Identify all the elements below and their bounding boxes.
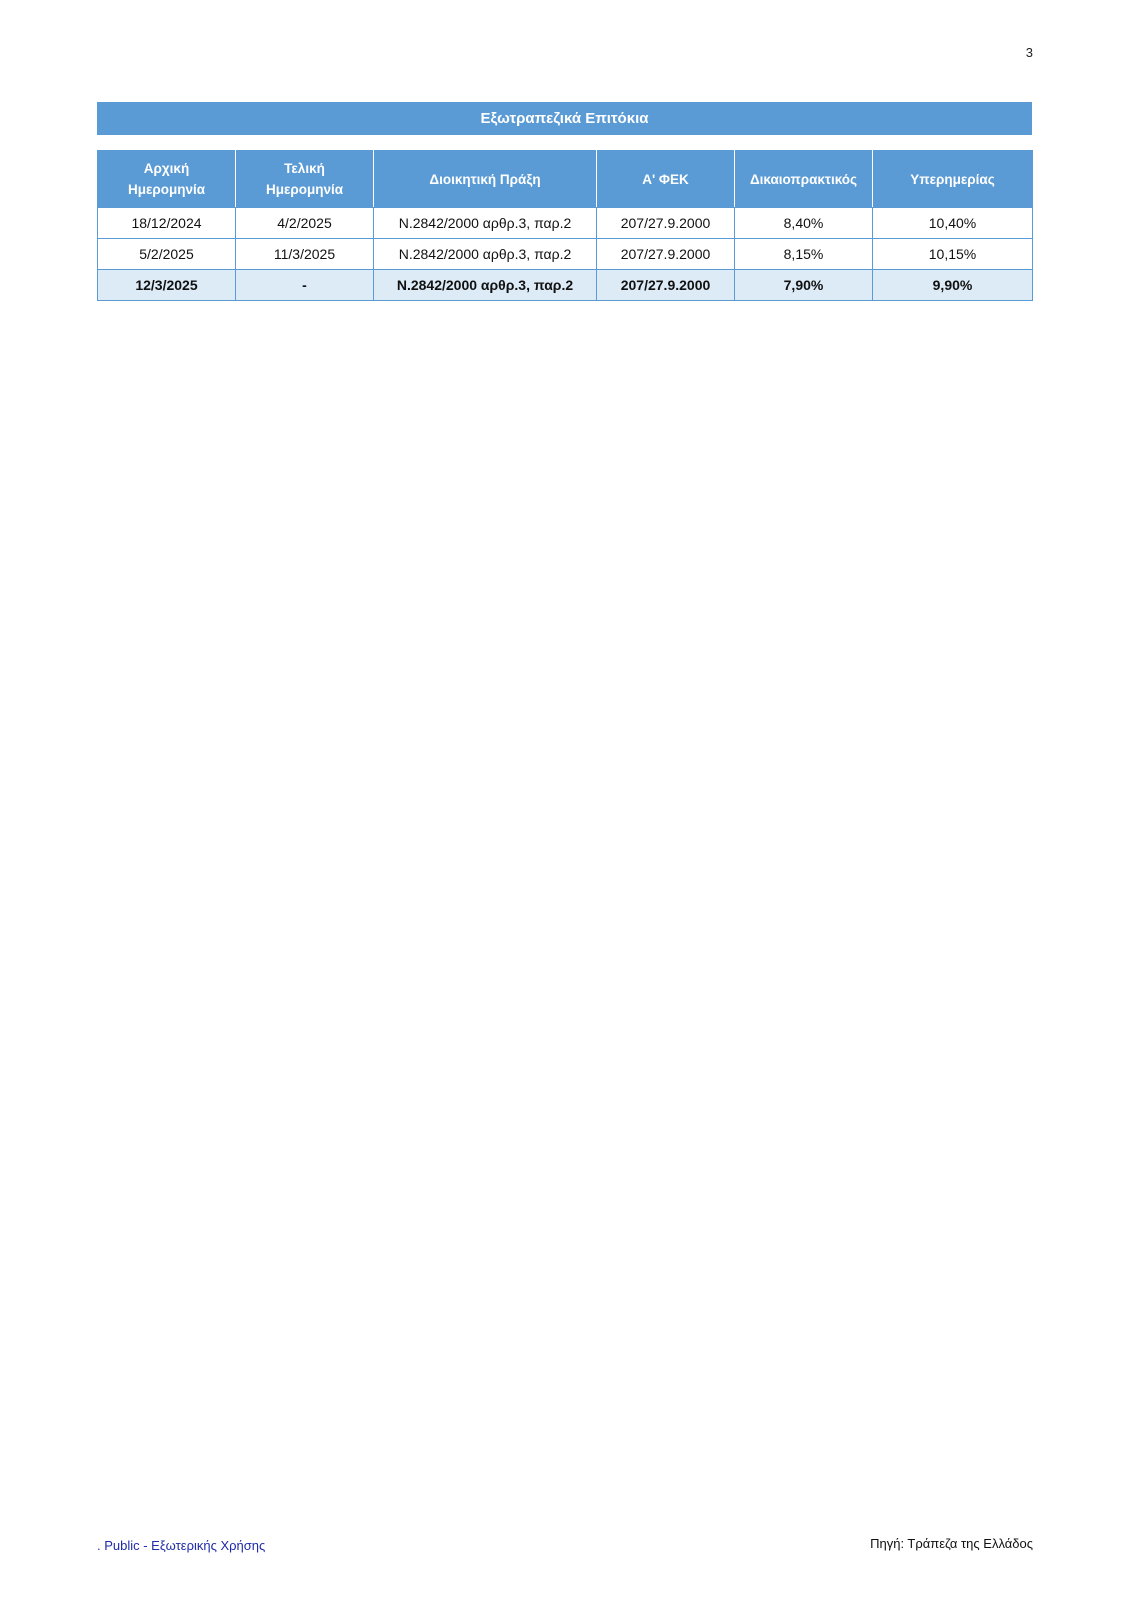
cell-admin-act: Ν.2842/2000 αρθρ.3, παρ.2 — [374, 239, 597, 270]
footer-source: Πηγή: Τράπεζα της Ελλάδος — [870, 1536, 1033, 1551]
interest-rates-table — [97, 150, 1033, 301]
cell-default-rate: 9,90% — [873, 270, 1033, 301]
column-header-start-date: Αρχική Ημερομηνία — [98, 151, 236, 208]
cell-default-rate: 10,15% — [873, 239, 1033, 270]
cell-admin-act: Ν.2842/2000 αρθρ.3, παρ.2 — [374, 208, 597, 239]
table-row — [98, 239, 1033, 270]
cell-fek: 207/27.9.2000 — [597, 239, 735, 270]
cell-start-date: 12/3/2025 — [98, 270, 236, 301]
column-header-default: Υπερημερίας — [873, 151, 1033, 208]
page-number: 3 — [1025, 45, 1033, 60]
table-row — [98, 208, 1033, 239]
cell-start-date: 18/12/2024 — [98, 208, 236, 239]
column-header-contractual: Δικαιοπρακτικός — [735, 151, 873, 208]
footer-classification: . Public - Εξωτερικής Χρήσης — [97, 1538, 266, 1553]
cell-admin-act: Ν.2842/2000 αρθρ.3, παρ.2 — [374, 270, 597, 301]
table-header-row — [98, 151, 1033, 208]
cell-default-rate: 10,40% — [873, 208, 1033, 239]
table-row-current — [98, 270, 1033, 301]
cell-end-date: - — [236, 270, 374, 301]
cell-end-date: 4/2/2025 — [236, 208, 374, 239]
cell-start-date: 5/2/2025 — [98, 239, 236, 270]
cell-contractual-rate: 8,40% — [735, 208, 873, 239]
column-header-end-date: Τελική Ημερομηνία — [236, 151, 374, 208]
table-title: Εξωτραπεζικά Επιτόκια — [97, 102, 1032, 135]
cell-end-date: 11/3/2025 — [236, 239, 374, 270]
column-header-fek: Α' ΦΕΚ — [597, 151, 735, 208]
cell-contractual-rate: 8,15% — [735, 239, 873, 270]
column-header-admin-act: Διοικητική Πράξη — [374, 151, 597, 208]
cell-fek: 207/27.9.2000 — [597, 270, 735, 301]
cell-contractual-rate: 7,90% — [735, 270, 873, 301]
cell-fek: 207/27.9.2000 — [597, 208, 735, 239]
